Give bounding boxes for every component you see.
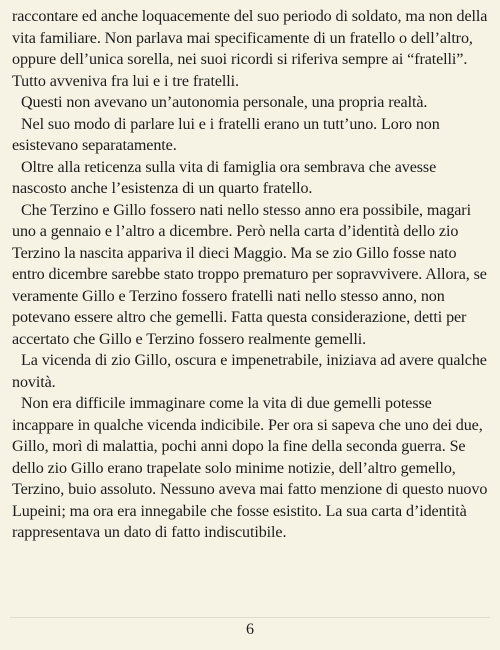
paragraph-4: Oltre alla reticenza sulla vita di famiglia ora sembrava che avesse nascosto anche l’esistenza di un quarto fratello.	[12, 158, 437, 197]
paragraph-5: Che Terzino e Gillo fossero nati nello stesso anno era possibile, magari uno a gennaio e l’altro a dicembre. Però nella carta d’identità dello zio Terzino la nascita appariva il dieci Maggio. Ma se zio Gillo fosse nato entro dicembre sarebbe stato troppo prematuro per sopravvivere. Allora, se veramente Gillo e Terzino fossero fratelli nati nello stesso anno, non potevano essere altro che gemelli. Fatta questa considerazione, detti per accertato che Gillo e Terzino fossero realmente gemelli.	[12, 201, 487, 348]
paragraph-7: Non era difficile immaginare come la vita di due gemelli potesse incappare in qualche vicenda indicibile. Per ora si sapeva che uno dei due, Gillo, morì di malattia, pochi anni dopo la fine della seconda guerra. Se dello zio Gillo erano trapelate solo minime notizie, dell’altro gemello, Terzino, buio assoluto. Nessuno aveva mai fatto menzione di questo nuovo Lupeini; ma ora era innegabile che fosse esistito. La sua carta d’identità rappresentava un dato di fatto indiscutibile.	[12, 395, 488, 541]
paragraph-2: Questi non avevano un’autonomia personale, una propria realtà.	[21, 94, 428, 111]
footer-divider	[10, 617, 490, 618]
body-text	[12, 6, 490, 544]
page-number: 6	[246, 621, 254, 638]
paragraph-3: Nel suo modo di parlare lui e i fratelli erano un tutt’uno. Loro non esistevano separatamente.	[12, 115, 440, 154]
paragraph-6: La vicenda di zio Gillo, oscura e impenetrabile, iniziava ad avere qualche novità.	[12, 352, 487, 391]
paragraph-1: raccontare ed anche loquacemente del suo periodo di soldato, ma non della vita familiare. Non parlava mai specificamente di un fratello o dell’altro, oppure dell’unica sorella, nei suoi ricordi si riferiva sempre ai “fratelli”. Tutto avveniva fra lui e i tre fratelli.	[12, 8, 488, 90]
